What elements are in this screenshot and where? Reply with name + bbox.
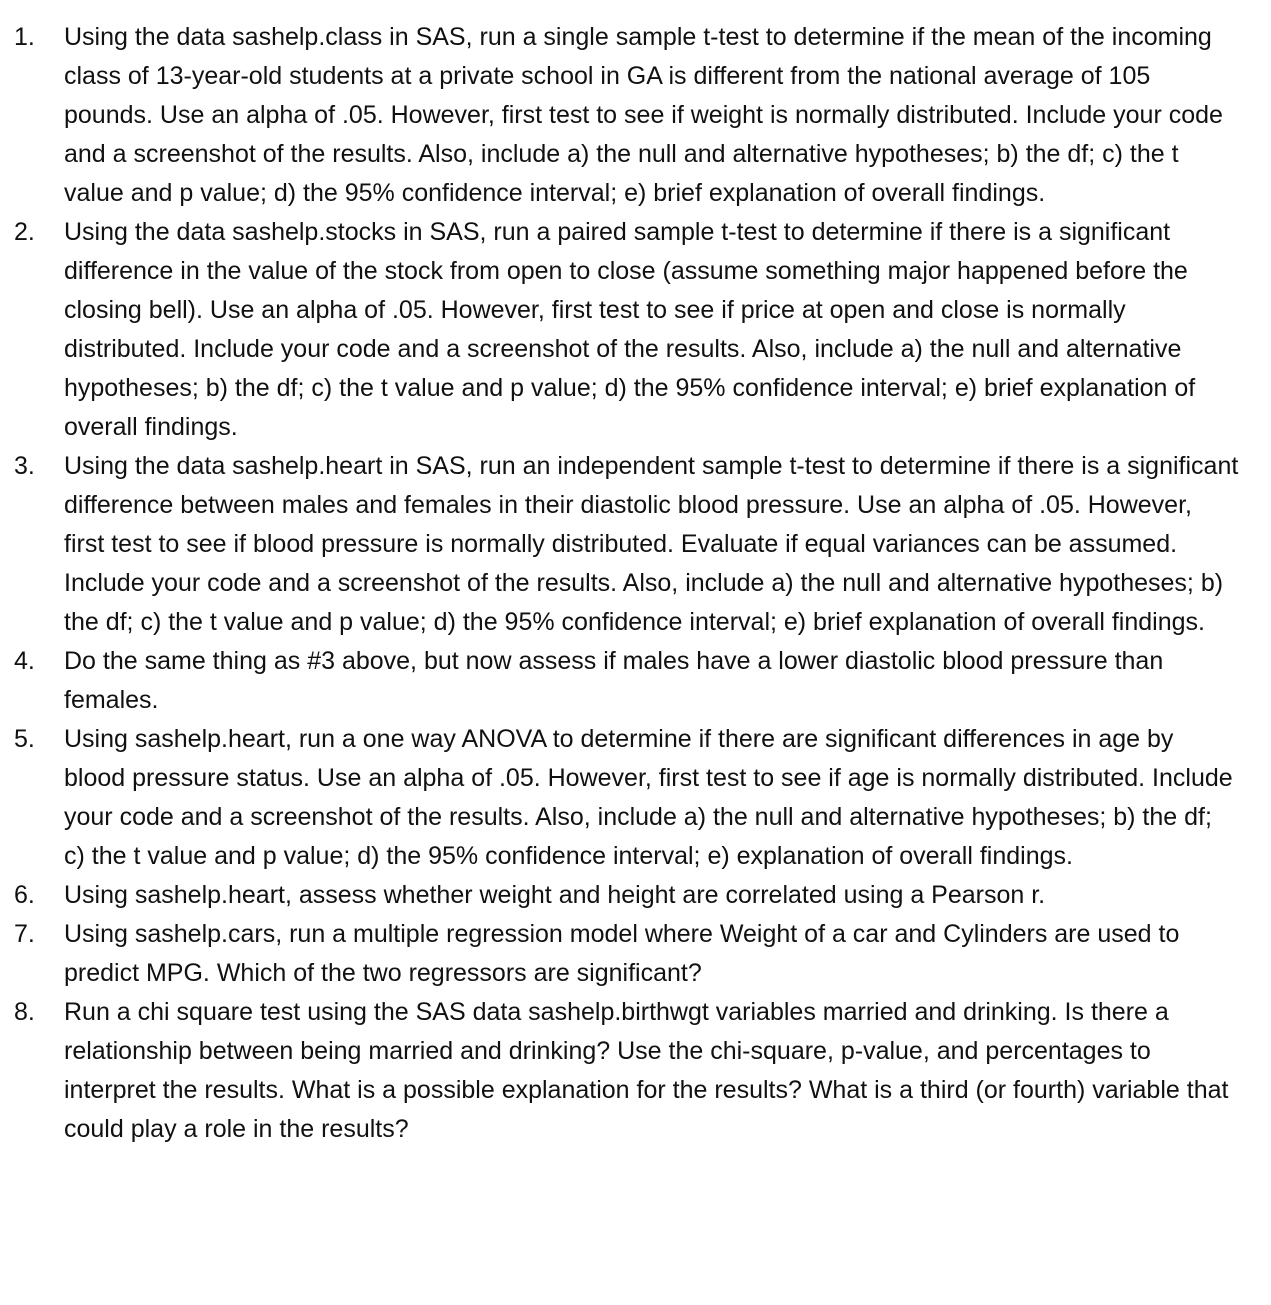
question-item-5 [14,720,1239,876]
question-text: Do the same thing as #3 above, but now assess if males have a lower diastolic blood pressure than females. [64,647,1164,714]
question-item-3 [14,447,1239,642]
question-item-2 [14,213,1239,447]
question-number: 4. [14,647,35,675]
question-text: Using sashelp.heart, assess whether weight and height are correlated using a Pearson r. [64,881,1046,909]
question-number: 5. [14,725,35,753]
question-text: Using the data sashelp.stocks in SAS, run a paired sample t-test to determine if there is a significant difference in the value of the stock from open to close (assume something major happened before the closing bell). Use an alpha of .05. However, first test to see if price at open and close is normally distributed. Include your code and a screenshot of the results. Also, include a) the null and alternative hypotheses; b) the df; c) the t value and p value; d) the 95% confidence interval; e) brief explanation of overall findings. [64,218,1196,441]
question-item-7 [14,915,1239,993]
question-number: 6. [14,881,35,909]
question-text: Using the data sashelp.heart in SAS, run an independent sample t-test to determine if there is a significant difference between males and females in their diastolic blood pressure. Use an alpha of .05. However, first test to see if blood pressure is normally distributed. Evaluate if equal variances can be assumed. Include your code and a screenshot of the results. Also, include a) the null and alternative hypotheses; b) the df; c) the t value and p value; d) the 95% confidence interval; e) brief explanation of overall findings. [64,452,1239,636]
question-number: 8. [14,998,35,1026]
question-item-4 [14,642,1239,720]
assignment-document [14,18,1239,1149]
question-number: 1. [14,23,35,51]
question-number: 3. [14,452,35,480]
question-text: Using sashelp.heart, run a one way ANOVA to determine if there are significant differences in age by blood pressure status. Use an alpha of .05. However, first test to see if age is normally distributed. Include your code and a screenshot of the results. Also, include a) the null and alternative hypotheses; b) the df; c) the t value and p value; d) the 95% confidence interval; e) explanation of overall findings. [64,725,1233,870]
question-number: 7. [14,920,35,948]
question-item-6 [14,876,1239,915]
question-item-1 [14,18,1239,213]
question-list [14,18,1239,1149]
question-item-8 [14,993,1239,1149]
question-text: Using the data sashelp.class in SAS, run a single sample t-test to determine if the mean of the incoming class of 13-year-old students at a private school in GA is different from the national average of 105 pounds. Use an alpha of .05. However, first test to see if weight is normally distributed. Include your code and a screenshot of the results. Also, include a) the null and alternative hypotheses; b) the df; c) the t value and p value; d) the 95% confidence interval; e) brief explanation of overall findings. [64,23,1223,207]
question-text: Using sashelp.cars, run a multiple regression model where Weight of a car and Cylinders are used to predict MPG. Which of the two regressors are significant? [64,920,1180,987]
question-text: Run a chi square test using the SAS data sashelp.birthwgt variables married and drinking. Is there a relationship between being married and drinking? Use the chi-square, p-value, and percentages to interpret the results. What is a possible explanation for the results? What is a third (or fourth) variable that could play a role in the results? [64,998,1229,1143]
question-number: 2. [14,218,35,246]
